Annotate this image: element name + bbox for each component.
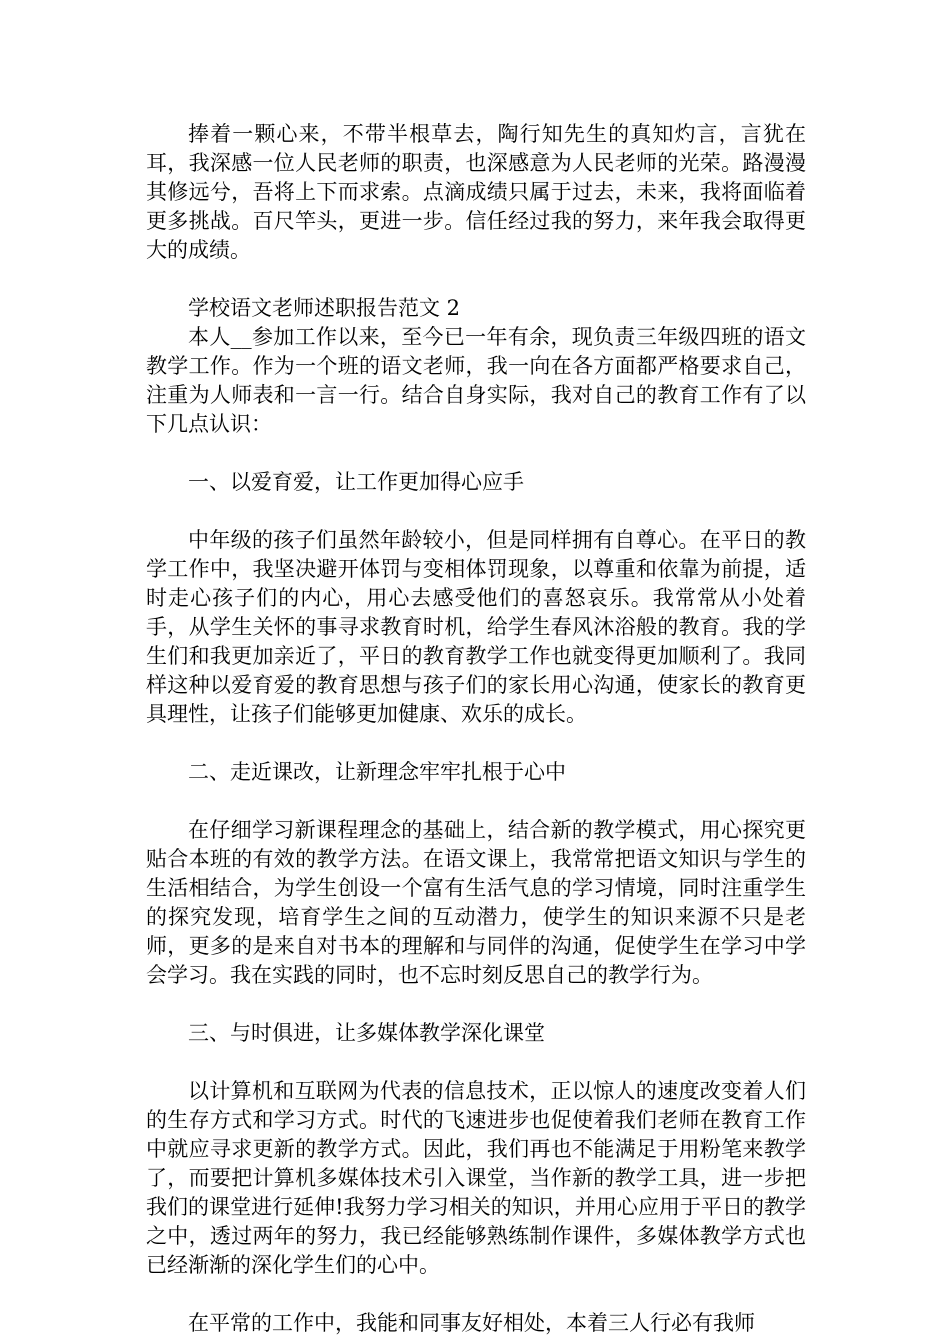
paragraph-spacer bbox=[146, 729, 806, 758]
paragraph-closing: 捧着一颗心来，不带半根草去，陶行知先生的真知灼言，言犹在耳，我深感一位人民老师的职责，也深感意为人民老师的光荣。路漫漫其修远兮，吾将上下而求索。点滴成绩只属于过去，未来，我将面临着更多挑战。百尺竿头，更进一步。信任经过我的努力，来年我会取得更大的成绩。 bbox=[146, 122, 806, 262]
paragraph-spacer bbox=[146, 990, 806, 1019]
paragraph-spacer bbox=[146, 1280, 806, 1309]
paragraph-multimedia: 以计算机和互联网为代表的信息技术，正以惊人的速度改变着人们的生存方式和学习方式。时代的飞速进步也促使着我们老师在教育工作中就应寻求更新的教学方式。因此，我们再也不能满足于用粉笔来教学了，而要把计算机多媒体技术引入课堂，当作新的教学工具，进一步把我们的课堂进行延伸!我努力学习相关的知识，并用心应用于平日的教学之中，透过两年的努力，我已经能够熟练制作课件，多媒体教学方式也已经渐渐的深化学生们的心中。 bbox=[146, 1079, 806, 1277]
paragraph-spacer bbox=[146, 1048, 806, 1077]
heading-reform: 二、走近课改，让新理念牢牢扎根于心中 bbox=[188, 760, 566, 784]
paragraph-reform: 在仔细学习新课程理念的基础上，结合新的教学模式，用心探究更贴合本班的有效的教学方法。在语文课上，我常常把语文知识与学生的生活相结合，为学生创设一个富有生活气息的学习情境，同时注重学生的探究发现，培育学生之间的互动潜力，使学生的知识来源不只是老师，更多的是来自对书本的理解和与同伴的沟通，促使学生在学习中学会学习。我在实践的同时，也不忘时刻反思自己的教学行为。 bbox=[146, 818, 806, 987]
paragraph-spacer bbox=[146, 439, 806, 468]
paragraph-intro: 本人__参加工作以来，至今已一年有余，现负责三年级四班的语文教学工作。作为一个班的语文老师，我一向在各方面都严格要求自己，注重为人师表和一言一行。结合自身实际，我对自己的教育工作有了以下几点认识： bbox=[146, 325, 806, 436]
heading-love: 一、以爱育爱，让工作更加得心应手 bbox=[188, 470, 524, 494]
section-title: 学校语文老师述职报告范文 2 bbox=[188, 296, 461, 320]
document-body bbox=[146, 120, 806, 1338]
heading-multimedia: 三、与时俱进，让多媒体教学深化课堂 bbox=[188, 1021, 545, 1045]
paragraph-spacer bbox=[146, 787, 806, 816]
paragraph-colleagues: 在平常的工作中，我能和同事友好相处，本着三人行必有我师 bbox=[188, 1311, 755, 1335]
paragraph-spacer bbox=[146, 265, 806, 294]
paragraph-love: 中年级的孩子们虽然年龄较小，但是同样拥有自尊心。在平日的教学工作中，我坚决避开体罚与变相体罚现象，以尊重和依靠为前提，适时走心孩子们的内心，用心去感受他们的喜怒哀乐。我常常从小处着手，从学生关怀的事寻求教育时机，给学生春风沐浴般的教育。我的学生们和我更加亲近了，平日的教育教学工作也就变得更加顺利了。我同样这种以爱育爱的教育思想与孩子们的家长用心沟通，使家长的教育更具理性，让孩子们能够更加健康、欢乐的成长。 bbox=[146, 528, 806, 726]
paragraph-spacer bbox=[146, 497, 806, 526]
